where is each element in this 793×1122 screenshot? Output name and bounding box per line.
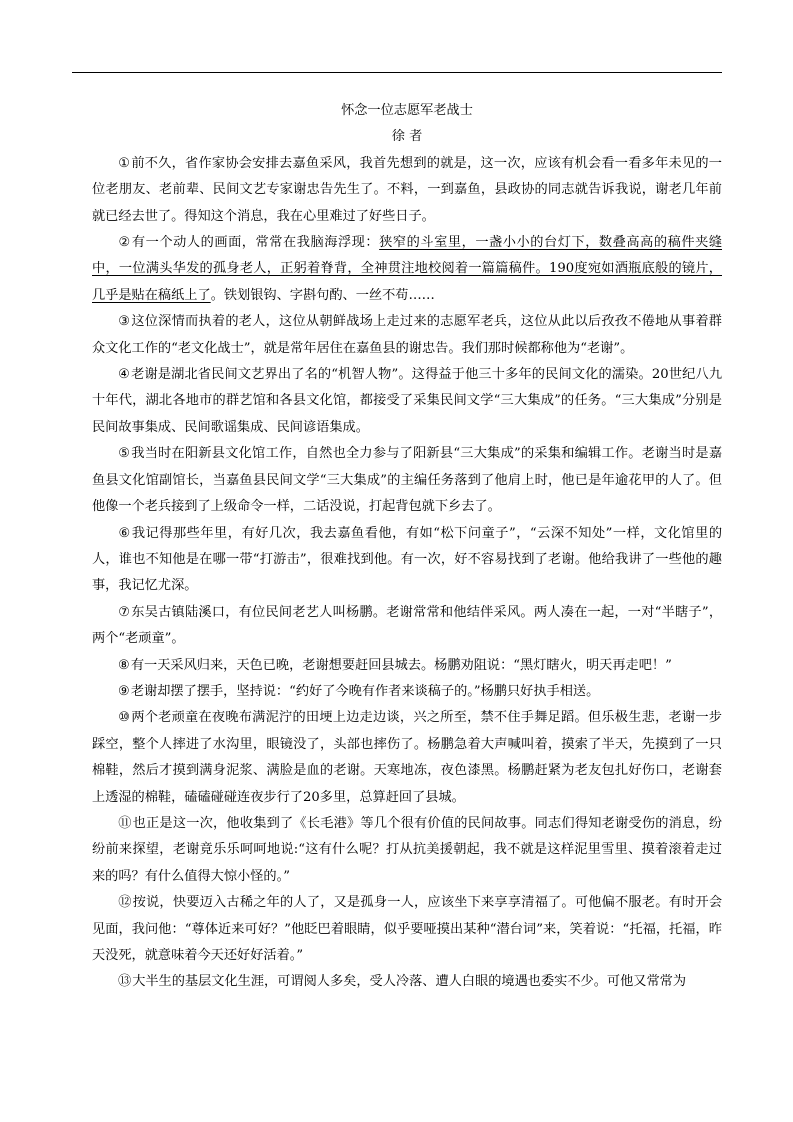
paragraph-text: 东吴古镇陆溪口，有位民间老艺人叫杨鹏。老谢常常和他结伴采风。两人凑在一起，一对“半瞎子”，两个“老顽童”。	[92, 604, 723, 647]
paragraph-text: 有一个动人的画面，常常在我脑海浮现：	[131, 235, 380, 251]
paragraph	[92, 441, 722, 520]
paragraph-number: ⑧	[118, 657, 130, 673]
paragraph-number: ⑪	[118, 815, 132, 831]
paragraph	[92, 705, 722, 811]
article-title: 怀念一位志愿军老战士	[341, 103, 473, 118]
paragraph-number: ③	[118, 314, 131, 330]
paragraph	[92, 151, 722, 230]
paragraph-text: 按说，快要迈入古稀之年的人了，又是孤身一人，应该坐下来享享清福了。可他偏不服老。有时开会见面，我问他：“尊体近来可好？”他眨巴着眼睛，似乎要哑摸出某种“潜台词”来，笑着说：“托福，托福，昨天没死，就意味着今天还好好活着。”	[92, 895, 723, 963]
paragraph-text: 大半生的基层文化生涯，可谓阅人多矣，受人冷落、遭人白眼的境遇也委实不少。可他又常常为	[132, 974, 687, 990]
paragraph-text: 我记得那些年里，有好几次，我去嘉鱼看他，有如“松下问童子”，“云深不知处”一样，文化馆里的人，谁也不知他是在哪一带“打游击”，很难找到他。有一次，好不容易找到了老谢。他给我讲了一些他的趣事，我记忆尤深。	[92, 525, 723, 594]
paragraph	[92, 600, 722, 653]
paragraph-number: ①	[118, 155, 131, 171]
paragraph-text: 我当时在阳新县文化馆工作，自然也全力参与了阳新县“三大集成”的采集和编辑工作。老谢当时是嘉鱼县文化馆副馆长，当嘉鱼县民间文学“三大集成”的主编任务落到了他肩上时，他已是年逾花甲的人了。但他像一个老兵接到了上级命令一样，二话没说，打起背包就下乡去了。	[92, 446, 723, 515]
paragraph-text: 老谢却摆了摆手，坚持说：“约好了今晚有作者来谈稿子的。”杨鹏只好执手相送。	[130, 683, 600, 699]
underlined-passage: 狭窄的斗室里，一盏小小的台灯下，数叠高高的稿件夹缝中，一位满头华发的孤身老人，正躬着脊背，全神贯注地校阅着一篇篇稿件。190度宛如酒瓶底般的镜片，几乎是贴在稿纸上了	[92, 235, 723, 303]
paragraph-text: 老谢是湖北省民间文艺界出了名的“机智人物”。这得益于他三十多年的民间文化的濡染。20世纪八九十年代，湖北各地市的群艺馆和各县文化馆，都接受了采集民间文学“三大集成”的任务。“三大集成”分别是民间故事集成、民间歌谣集成、民间谚语集成。	[92, 367, 723, 435]
paragraph	[92, 521, 722, 600]
paragraph	[92, 309, 722, 362]
paragraph-text: 前不久，省作家协会安排去嘉鱼采风，我首先想到的就是，这一次，应该有机会看一看多年未见的一位老朋友、老前辈、民间文艺专家谢忠告先生了。不料，一到嘉鱼，县政协的同志就告诉我说，谢老几年前就已经去世了。得知这个消息，我在心里难过了好些日子。	[92, 155, 722, 224]
paragraph-text: 两个老顽童在夜晚布满泥泞的田埂上边走边谈，兴之所至，禁不住手舞足蹈。但乐极生悲，老谢一步踩空，整个人摔进了水沟里，眼镜没了，头部也摔伤了。杨鹏急着大声喊叫着，摸索了半天，先摸到了一只棉鞋，然后才摸到满身泥浆、满脸是血的老谢。天寒地冻，夜色漆黑。杨鹏赶紧为老友包扎好伤口，老谢套上透湿的棉鞋，磕磕碰碰连夜步行了20多里，总算赶回了县城。	[92, 710, 722, 805]
article-body	[92, 92, 722, 996]
paragraph-text: 。铁划银钩、字斟句酌、一丝不苟……	[210, 287, 435, 303]
paragraph	[92, 811, 722, 890]
paragraph	[92, 653, 722, 679]
article-author: 徐 者	[391, 129, 423, 145]
paragraph-number: ④	[118, 367, 131, 383]
paragraph-text: 也正是这一次，他收集到了《长毛港》等几个很有价值的民间故事。同志们得知老谢受伤的消息，纷纷前来探望，老谢竟乐乐呵呵地说:“这有什么呢？打从抗美援朝起，我不就是这样泥里雪里、摸着滚着走过来的吗？有什么值得大惊小怪的。”	[92, 815, 723, 884]
paragraph	[92, 362, 722, 441]
paragraph-number: ⑬	[118, 974, 132, 990]
paragraph-number: ⑦	[118, 604, 131, 620]
paragraph-number: ⑥	[118, 525, 131, 541]
paragraph-number: ②	[118, 235, 131, 251]
header-rule	[72, 72, 722, 73]
paragraph	[92, 679, 722, 705]
paragraph-number: ⑤	[118, 446, 131, 462]
paragraph-number: ⑨	[118, 683, 130, 699]
paragraph-text: 有一天采风归来，天色已晚，老谢想要赶回县城去。杨鹏劝阻说：“黑灯瞎火，明天再走吧！”	[130, 657, 672, 673]
paragraph	[92, 890, 722, 969]
paragraph	[92, 969, 722, 995]
paragraph-list	[92, 151, 722, 996]
paragraph-number: ⑩	[118, 710, 131, 726]
paragraph	[92, 230, 722, 309]
paragraph-number: ⑫	[118, 895, 132, 911]
paragraph-text: 这位深情而执着的老人，这位从朝鲜战场上走过来的志愿军老兵，这位从此以后孜孜不倦地从事着群众文化工作的“老文化战士”，就是常年居住在嘉鱼县的谢忠告。我们那时候都称他为“老谢”。	[92, 314, 722, 356]
